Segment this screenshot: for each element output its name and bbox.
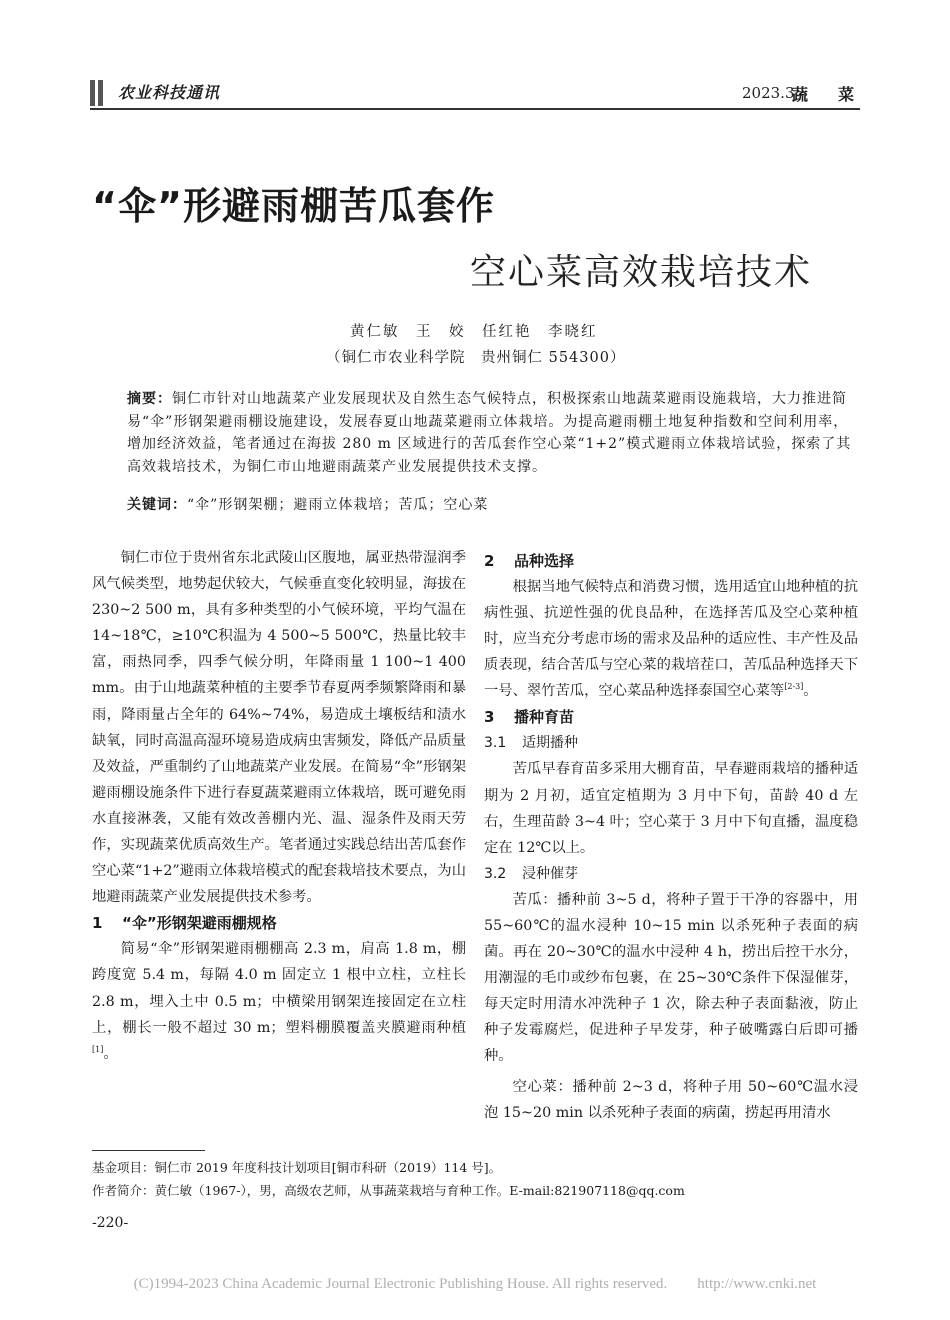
intro-paragraph: 铜仁市位于贵州省东北武陵山区腹地，属亚热带湿润季风气候类型，地势起伏较大，气候垂直变化较明显，海拔在 230~2 500 m，具有多种类型的小气候环境，平均气温在 14~18℃，≥10℃积温为 4 500~5 500℃，热量比较丰富，雨热同季，四季气候分明，年降雨量 1 100~1 400 mm。由于山地蔬菜种植的主要季节春夏两季频繁降雨和暴雨，降雨量占全年的 64%~74%，易造成土壤板结和渍水缺氧，同时高温高湿环境易造成病虫害频发，降低产品质量及效益，严重制约了山地蔬菜产业发展。在简易“伞”形钢架避雨棚设施条件下进行春夏蔬菜避雨立体栽培，既可避免雨水直接淋袭，又能有效改善棚内光、温、湿条件及雨天劳作，实现蔬菜优质高效生产。笔者通过实践总结出苦瓜套作空心菜“1+2”避雨立体栽培模式的配套栽培技术要点，为山地避雨蔬菜产业发展提供技术参考。 [92,550,466,906]
section-2-number: 2 [484,552,495,570]
header-rule [90,108,860,110]
section-1-title: “伞”形钢架避雨棚规格 [122,914,277,933]
keywords-text: “伞”形钢架棚；避雨立体栽培；苦瓜；空心菜 [187,497,489,513]
section-3-heading [484,704,858,730]
abstract [127,388,857,478]
author-footnote: 作者简介：黄仁敏（1967-），男，高级农艺师，从事蔬菜栽培与育种工作。E-mail:821907118@qq.com [92,1183,685,1198]
subsection-3-2-title: 浸种催芽 [522,865,578,882]
section-name: 蔬菜 [792,85,885,104]
subsection-3-1-title: 适期播种 [522,735,578,752]
section-1-text: 简易“伞”形钢架避雨棚棚高 2.3 m，肩高 1.8 m，棚跨度宽 5.4 m，每隔 4.0 m 固定立 1 根中立柱，立柱长 2.8 m，埋入土中 0.5 m；中横梁用钢架连接固定在立柱上，棚长一般不超过 30 m；塑料棚膜覆盖夹膜避雨种植 [92,941,466,1036]
abstract-text: 铜仁市针对山地蔬菜产业发展现状及自然生态气候特点，积极探索山地蔬菜避雨设施栽培，大力推进简易“伞”形钢架避雨棚设施建设，发展春夏山地蔬菜避雨立体栽培。为提高避雨棚土地复种指数和空间利用率，增加经济效益，笔者通过在海拔 280 m 区域进行的苦瓜套作空心菜“1+2”模式避雨立体栽培试验，探索了其高效栽培技术，为铜仁市山地避雨蔬菜产业发展提供技术支撑。 [127,391,852,475]
footnote-rule [92,1150,205,1151]
subsection-3-2-paragraph-1: 苦瓜：播种前 3~5 d，将种子置于干净的容器中，用 55~60℃的温水浸种 10~15 min 以杀死种子表面的病菌。再在 20~30℃的温水中浸种 4 h，捞出后控干水分，用潮湿的毛巾或纱布包裹，在 25~30℃条件下保湿催芽，每天定时用清水冲洗种子 1 次，除去种子表面黏液，防止种子发霉腐烂，促进种子早发芽，种子破嘴露白后即可播种。 [484,891,858,1065]
sentence-end: 。 [103,1045,118,1062]
subsection-3-2-heading [484,861,858,887]
section-1-paragraph [92,936,466,1066]
affiliation: （铜仁市农业科学院 贵州铜仁 554300） [326,350,626,366]
section-1-heading [92,910,466,936]
section-2-paragraph [484,574,858,704]
section-3-number: 3 [484,708,495,727]
subsection-3-2-number: 3.2 [484,865,507,882]
page-number: -220- [92,1215,129,1231]
copyright-watermark: (C)1994-2023 China Academic Journal Electronic Publishing House. All rights reserved. http://www.cnki.net [133,1276,817,1292]
sentence-end: 。 [803,683,818,700]
keywords-label: 关键词： [127,497,187,513]
citation-ref: [1] [92,1044,104,1054]
subsection-3-1-paragraph: 苦瓜早春育苗多采用大棚育苗，早春避雨栽培的播种适期为 2 月初，适宜定植期为 3 月中下旬，苗龄 40 d 左右，生理苗龄 3~4 叶；空心菜于 3 月中下旬直播，温度稳定在 12℃以上。 [484,761,858,856]
section-1-number: 1 [92,914,103,933]
fund-footnote: 基金项目：铜仁市 2019 年度科技计划项目[铜市科研（2019）114 号]。 [92,1160,502,1175]
subsection-3-1-number: 3.1 [484,735,507,752]
abstract-label: 摘要： [127,391,172,407]
issue-number: 2023.3 [742,84,795,102]
journal-name: 农业科技通讯 [118,83,221,102]
header-marker-bars [90,80,104,106]
section-3-title: 播种育苗 [514,708,575,727]
section-2-heading [484,548,858,574]
citation-ref: [2-3] [784,682,804,692]
left-column [92,545,466,1067]
subsection-3-2-paragraph-2: 空心菜：播种前 2~3 d，将种子用 50~60℃温水浸泡 15~20 min 以杀死种子表面的病菌，捞起再用清水 [484,1078,858,1121]
right-column [484,548,858,1126]
author-list: 黄仁敏 王 姣 任红艳 李晓红 [350,324,598,340]
title-line-2: 空心菜高效栽培技术 [470,252,813,293]
keywords [127,494,857,514]
subsection-3-1-heading [484,730,858,756]
title-line-1: “伞”形避雨棚苦瓜套作 [92,184,495,228]
section-2-text: 根据当地气候特点和消费习惯，选用适宜山地种植的抗病性强、抗逆性强的优良品种，在选择苦瓜及空心菜种植时，应当充分考虑市场的需求及品种的适应性、丰产性及品质表现，结合苦瓜与空心菜的栽培茬口，苦瓜品种选择天下一号、翠竹苦瓜，空心菜品种选择泰国空心菜等 [484,579,858,700]
section-2-title: 品种选择 [514,552,575,570]
